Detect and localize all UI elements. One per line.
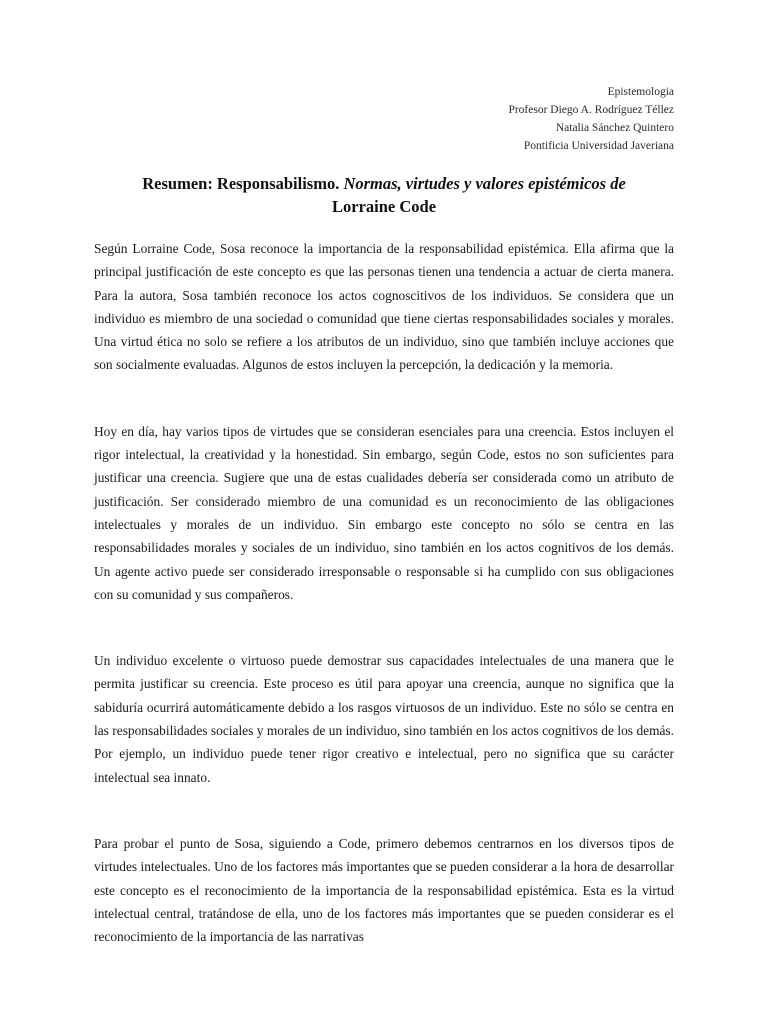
title-bold-part: Resumen: Responsabilismo.: [142, 174, 344, 193]
document-header: [508, 83, 674, 155]
student-name: Natalia Sánchez Quintero: [555, 122, 674, 134]
title-line-2: Lorraine Code: [331, 197, 437, 216]
title-line-1: [94, 172, 674, 195]
paragraph-1: Según Lorraine Code, Sosa reconoce la importancia de la responsabilidad epistémica. Ella afirma que la principal justificación de este concepto es que las personas tienen una tendencia a actuar de cierta manera. Para la autora, Sosa también reconoce los actos cognoscitivos de los individuos. Se considera que un individuo es miembro de una sociedad o comunidad que tiene ciertas responsabilidades sociales y morales. Una virtud ética no solo se refiere a los atributos de un individuo, sino que también incluye acciones que son socialmente evaluadas. Algunos de estos incluyen la percepción, la dedicación y la memoria.: [94, 241, 674, 373]
paragraph-3: Un individuo excelente o virtuoso puede demostrar sus capacidades intelectuales de una manera que le permita justificar su creencia. Este proceso es útil para apoyar una creencia, aunque no significa que la sabiduría ocurrirá automáticamente debido a los rasgos virtuosos de un individuo. Este no sólo se centra en las responsabilidades sociales y morales de un individuo, sino también en los actos cognitivos de los demás. Por ejemplo, un individuo puede tener rigor creativo e intelectual, pero no significa que su carácter intelectual sea innato.: [94, 653, 674, 785]
university-name: Pontificia Universidad Javeriana: [523, 140, 674, 152]
professor-name: Profesor Diego A. Rodríguez Téllez: [508, 104, 674, 116]
document-body: [94, 237, 674, 991]
paragraph-4: Para probar el punto de Sosa, siguiendo a Code, primero debemos centrarnos en los diversos tipos de virtudes intelectuales. Uno de los factores más importantes que se pueden considerar a la hora de desarrollar este concepto es el reconocimiento de la importancia de la responsabilidad epistémica. Esta es la virtud intelectual central, tratándose de ella, uno de los factores más importantes que se pueden considerar es el reconocimiento de la importancia de las narrativas: [94, 835, 674, 945]
paragraph-2: Hoy en día, hay varios tipos de virtudes que se consideran esenciales para una creencia. Estos incluyen el rigor intelectual, la creatividad y la honestidad. Sin embargo, según Code, estos no son suficientes para justificar una creencia. Sugiere que una de estas cualidades debería ser considerada como un atributo de justificación. Ser considerado miembro de una comunidad es un reconocimiento de las obligaciones intelectuales y morales de un individuo. Sin embargo este concepto no sólo se centra en las responsabilidades morales y sociales de un individuo, sino también en los actos cognitivos de los demás. Un agente activo puede ser considerado irresponsable o responsable si ha cumplido con sus obligaciones con su comunidad y sus compañeros.: [94, 423, 674, 602]
course-name: Epistemologia: [607, 86, 674, 98]
document-title: [94, 172, 674, 218]
title-italic-part: Normas, virtudes y valores epistémicos de: [343, 174, 626, 193]
